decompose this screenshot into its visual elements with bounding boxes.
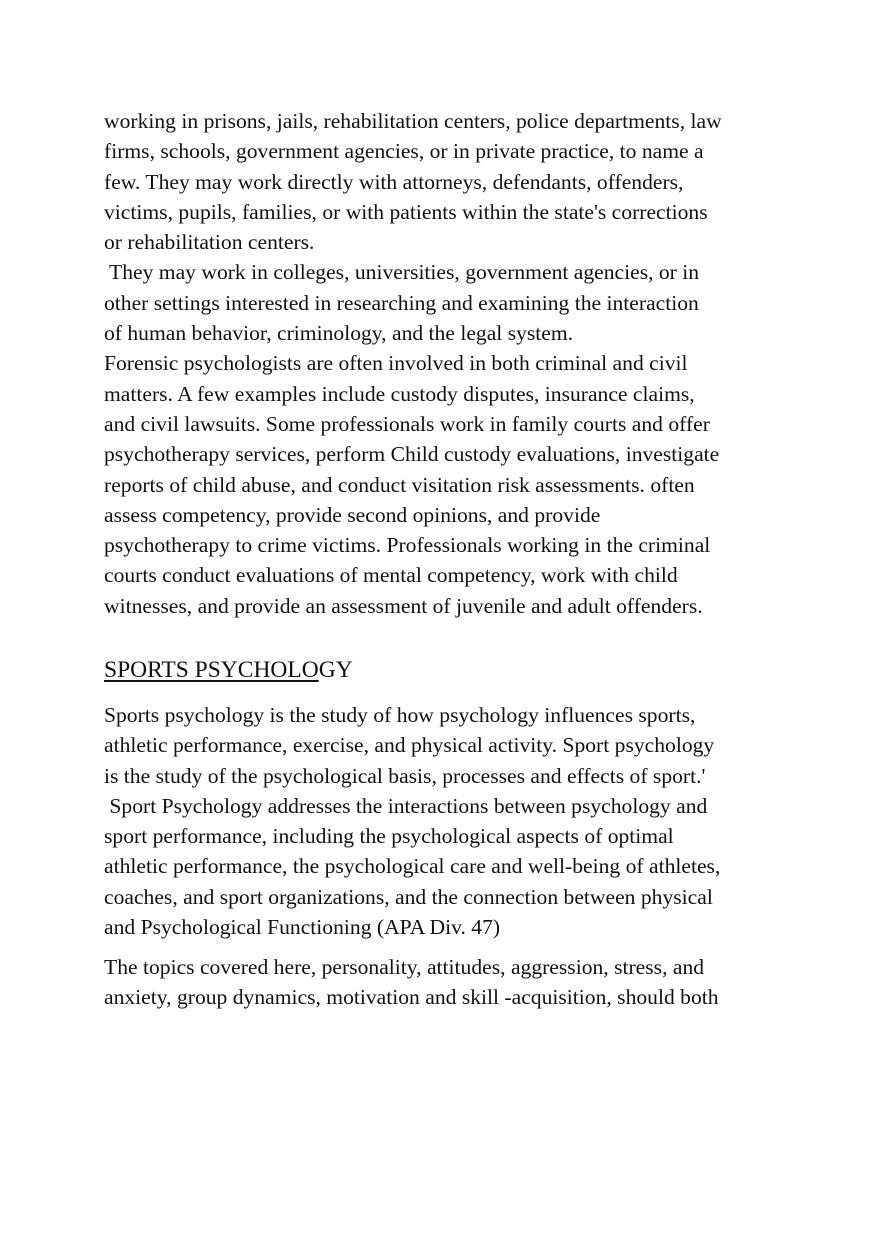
paragraph-sports-psychology-definition	[104, 700, 784, 942]
text-line: coaches, and sport organizations, and the connection between physical	[104, 884, 713, 909]
text-line: or rehabilitation centers.	[104, 230, 315, 255]
text-line: psychotherapy services, perform Child custody evaluations, investigate	[104, 442, 720, 467]
text-line: athletic performance, exercise, and physical activity. Sport psychology	[104, 733, 715, 758]
text-line: and civil lawsuits. Some professionals work in family courts and offer	[104, 411, 710, 436]
paragraph-forensic-settings	[104, 106, 784, 621]
text-line: assess competency, provide second opinions, and provide	[104, 502, 601, 527]
text-line: reports of child abuse, and conduct visitation risk assessments. often	[104, 472, 695, 497]
text-line: The topics covered here, personality, attitudes, aggression, stress, and	[104, 955, 705, 979]
text-line: They may work in colleges, universities, government agencies, or in	[104, 260, 700, 285]
text-line: few. They may work directly with attorneys, defendants, offenders,	[104, 169, 684, 194]
text-line: is the study of the psychological basis, processes and effects of sport.'	[104, 763, 706, 788]
text-line: Sport Psychology addresses the interactions between psychology and	[104, 793, 708, 818]
heading-rest: GY	[318, 657, 353, 683]
text-line: Forensic psychologists are often involved in both criminal and civil	[104, 351, 688, 376]
text-line: anxiety, group dynamics, motivation and skill -acquisition, should both	[104, 985, 719, 1010]
text-line: courts conduct evaluations of mental competency, work with child	[104, 563, 678, 588]
text-line: athletic performance, the psychological care and well-being of athletes,	[104, 854, 721, 879]
text-line: sport performance, including the psychological aspects of optimal	[104, 824, 674, 849]
paragraph-topics-covered	[104, 952, 784, 1013]
text-line: firms, schools, government agencies, or in private practice, to name a	[104, 139, 704, 164]
text-line: matters. A few examples include custody disputes, insurance claims,	[104, 381, 695, 406]
text-line: working in prisons, jails, rehabilitation centers, police departments, law	[104, 109, 722, 133]
text-line: psychotherapy to crime victims. Professionals working in the criminal	[104, 533, 711, 558]
text-line: witnesses, and provide an assessment of juvenile and adult offenders.	[104, 593, 703, 618]
text-line: and Psychological Functioning (APA Div. 47)	[104, 915, 501, 940]
text-line: victims, pupils, families, or with patients within the state's corrections	[104, 199, 708, 224]
text-line: Sports psychology is the study of how psychology influences sports,	[104, 703, 696, 727]
text-line: other settings interested in researching and examining the interaction	[104, 290, 699, 315]
section-heading-sports-psychology	[104, 654, 353, 686]
heading-underlined-part: SPORTS PSYCHOLO	[104, 657, 319, 683]
text-line: of human behavior, criminology, and the legal system.	[104, 321, 574, 346]
